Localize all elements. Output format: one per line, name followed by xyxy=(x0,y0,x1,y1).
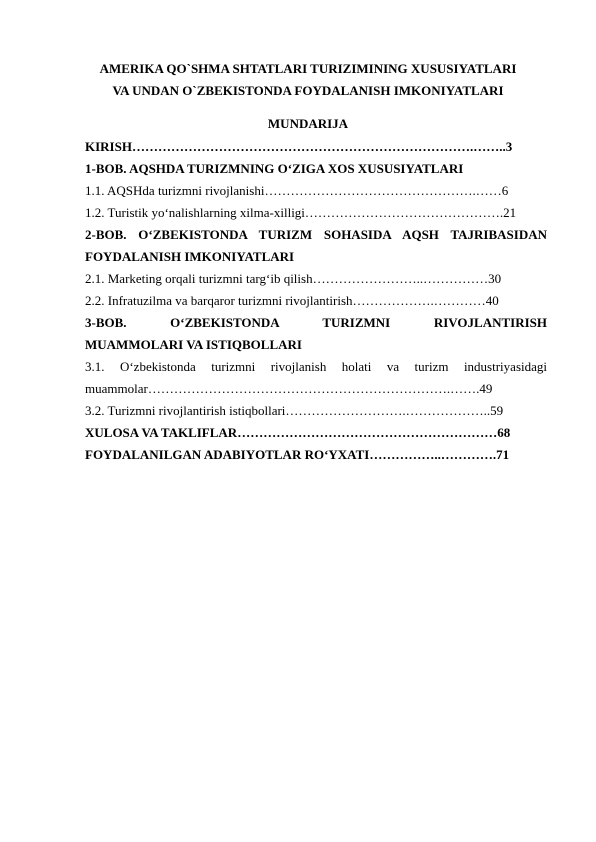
table-of-contents xyxy=(85,136,547,466)
toc-entry: 3-BOB. O‘ZBEKISTONDA TURIZMNI RIVOJLANTIRISH xyxy=(85,315,547,330)
toc-entry: 1.2. Turistik yo‘nalishlarning xilma-xilligi……………………………………….21 xyxy=(85,205,517,220)
toc-entry: FOYDALANILGAN ADABIYOTLAR RO‘YXATI……………..………….71 xyxy=(85,447,510,462)
toc-entry: 1-BOB. AQSHDA TURIZMNING O‘ZIGA XOS XUSUSIYATLARI xyxy=(85,161,464,176)
toc-entry: FOYDALANISH IMKONIYATLARI xyxy=(85,249,295,264)
toc-entry: 1.1. AQSHda turizmni rivojlanishi………………………………………….……6 xyxy=(85,183,509,198)
toc-entry: 2-BOB. O‘ZBEKISTONDA TURIZM SOHASIDA AQSH TAJRIBASIDAN xyxy=(85,227,547,242)
toc-heading: MUNDARIJA xyxy=(267,116,349,131)
toc-entry: KIRISH…………………………………………………………………….……..3 xyxy=(85,139,513,154)
title-line-1: AMERIKA QO`SHMA SHTATLARI TURIZIMINING XUSUSIYATLARI xyxy=(99,61,517,76)
toc-entry: 2.1. Marketing orqali turizmni targ‘ib qilish……………………..……………30 xyxy=(85,271,502,286)
title-line-2: VA UNDAN O`ZBEKISTONDA FOYDALANISH IMKONIYATLARI xyxy=(112,83,504,98)
document-title xyxy=(70,58,546,102)
toc-entry: 3.2. Turizmni rivojlantirish istiqbollari……………………….………………..59 xyxy=(85,403,504,418)
toc-entry: XULOSA VA TAKLIFLAR……………………………………………………68 xyxy=(85,425,511,440)
toc-entry: 3.1. O‘zbekistonda turizmni rivojlanish holati va turizm industriyasidagi xyxy=(85,359,547,374)
toc-entry: muammolar…………………………………………………………….…….49 xyxy=(85,381,493,396)
toc-entry: MUAMMOLARI VA ISTIQBOLLARI xyxy=(85,337,302,352)
toc-entry: 2.2. Infratuzilma va barqaror turizmni rivojlantirish……………….…………40 xyxy=(85,293,499,308)
